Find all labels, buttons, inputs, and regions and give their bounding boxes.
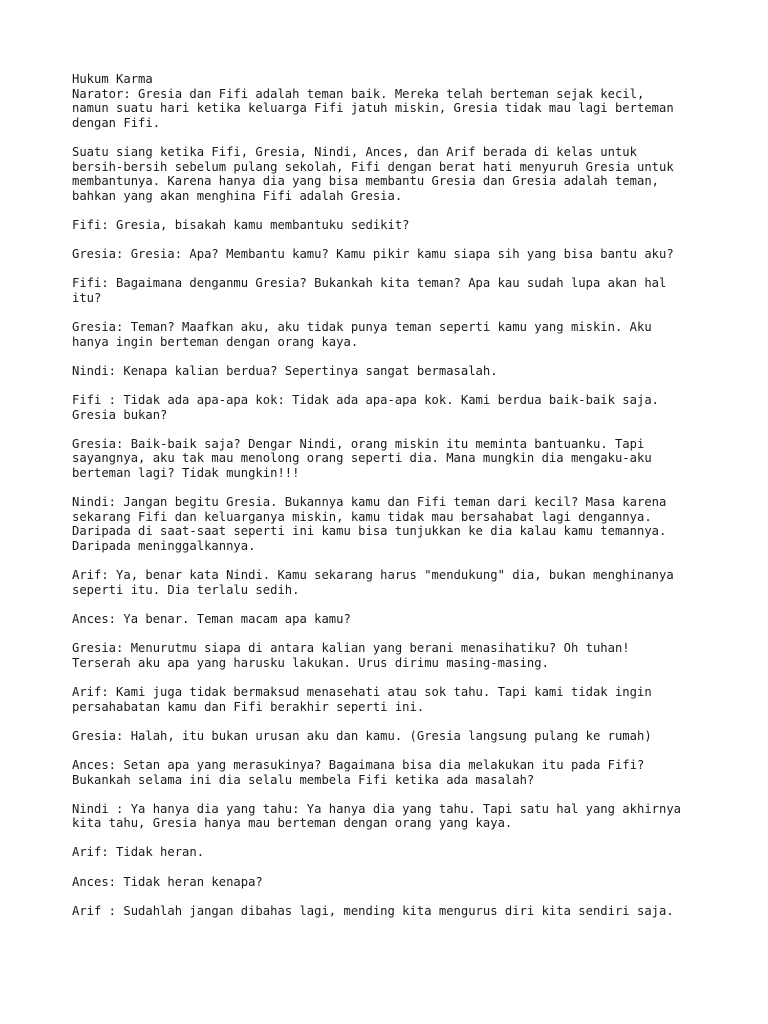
dialogue-line: Nindi: Kenapa kalian berdua? Sepertinya sangat bermasalah.	[72, 363, 498, 378]
dialogue-line: Fifi: Bagaimana denganmu Gresia? Bukankah kita teman? Apa kau sudah lupa akan hal itu?	[72, 276, 667, 305]
dialogue-line: Ances: Tidak heran kenapa?	[72, 874, 263, 889]
document-title: Hukum Karma	[72, 72, 153, 86]
dialogue-line: Nindi: Jangan begitu Gresia. Bukannya kamu dan Fifi teman dari kecil? Masa karena sekarang Fifi dan keluarganya miskin, kamu tidak mau bersahabat lagi dengannya. Daripada di saat-saat seperti ini kamu bisa tunjukkan ke dia kalau kamu temannya. Daripada meninggalkannya.	[72, 495, 667, 553]
dialogue-line: Ances: Setan apa yang merasukinya? Bagaimana bisa dia melakukan itu pada Fifi? Bukankah selama ini dia selalu membela Fifi ketika ada masalah?	[72, 757, 645, 787]
dialogue-line: Ances: Ya benar. Teman macam apa kamu?	[72, 611, 351, 626]
dialogue-line: Arif : Sudahlah jangan dibahas lagi, mending kita mengurus diri kita sendiri saja.	[72, 903, 674, 918]
dialogue-line: Gresia: Menurutmu siapa di antara kalian yang berani menasihatiku? Oh tuhan! Terserah aku apa yang harusku lakukan. Urus dirimu masing-masing.	[72, 641, 630, 670]
dialogue-line: Nindi : Ya hanya dia yang tahu: Ya hanya dia yang tahu. Tapi satu hal yang akhirnya kita tahu, Gresia hanya mau berteman dengan orang yang kaya.	[72, 801, 682, 831]
paragraph-scene: Suatu siang ketika Fifi, Gresia, Nindi, Ances, dan Arif berada di kelas untuk bersih-bersih sebelum pulang sekolah, Fifi dengan berat hati menyuruh Gresia untuk membantunya. Karena hanya dia yang bisa membantu Gresia dan Gresia adalah teman, bahkan yang akan menghina Fifi adalah Gresia.	[72, 144, 674, 203]
dialogue-line: Gresia: Halah, itu bukan urusan aku dan kamu. (Gresia langsung pulang ke rumah)	[72, 728, 652, 743]
dialogue-line: Fifi : Tidak ada apa-apa kok: Tidak ada apa-apa kok. Kami berdua baik-baik saja. Gresia bukan?	[72, 393, 659, 422]
dialogue-line: Arif: Kami juga tidak bermaksud menasehati atau sok tahu. Tapi kami tidak ingin persahabatan kamu dan Fifi berakhir seperti ini.	[72, 684, 652, 714]
dialogue-line: Gresia: Teman? Maafkan aku, aku tidak punya teman seperti kamu yang miskin. Aku hanya ingin berteman dengan orang kaya.	[72, 320, 652, 349]
dialogue-line: Gresia: Gresia: Apa? Membantu kamu? Kamu pikir kamu siapa sih yang bisa bantu aku?	[72, 247, 674, 262]
paragraph-narrator: Narator: Gresia dan Fifi adalah teman baik. Mereka telah berteman sejak kecil, namun suatu hari ketika keluarga Fifi jatuh miskin, Gresia tidak mau lagi berteman dengan Fifi.	[72, 86, 674, 130]
dialogue-line: Gresia: Baik-baik saja? Dengar Nindi, orang miskin itu meminta bantuanku. Tapi sayangnya, aku tak mau menolong orang seperti dia. Mana mungkin dia mengaku-aku berteman lagi? Tidak mungkin!!!	[72, 436, 652, 481]
document-page	[72, 72, 712, 933]
dialogue-line: Fifi: Gresia, bisakah kamu membantuku sedikit?	[72, 217, 410, 232]
dialogue-line: Arif: Tidak heran.	[72, 845, 205, 860]
dialogue-line: Arif: Ya, benar kata Nindi. Kamu sekarang harus "mendukung" dia, bukan menghinanya seperti itu. Dia terlalu sedih.	[72, 568, 674, 597]
